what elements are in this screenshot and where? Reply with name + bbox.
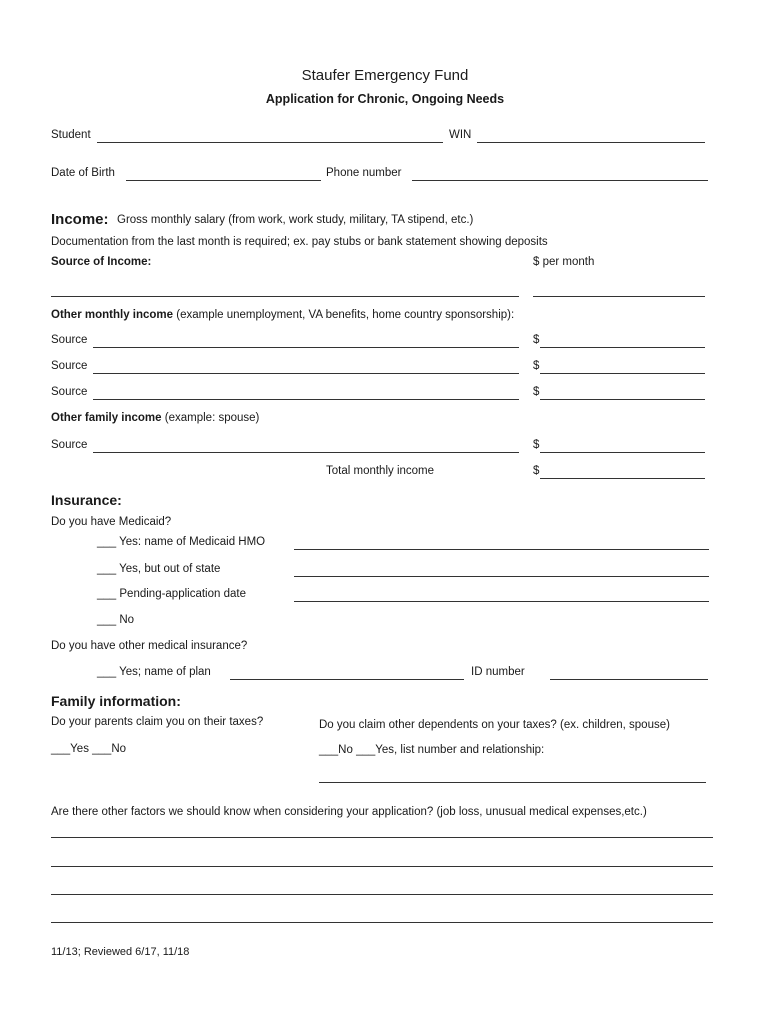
- dependents-options[interactable]: ___No ___Yes, list number and relationship:: [319, 744, 545, 756]
- medicaid-hmo-field[interactable]: [294, 549, 709, 550]
- other-factors-question: Are there other factors we should know when considering your application? (job loss, unusual medical expenses,etc.): [51, 806, 647, 818]
- dollar-sign-3: $: [533, 386, 540, 398]
- income-source-field[interactable]: [51, 296, 519, 297]
- other-insurance-question: Do you have other medical insurance?: [51, 640, 248, 652]
- other-monthly-income-row: [51, 309, 514, 321]
- phone-field[interactable]: [412, 180, 708, 181]
- other-amount-field-3[interactable]: [540, 399, 705, 400]
- dollar-sign-1: $: [533, 334, 540, 346]
- id-number-label: ID number: [471, 666, 525, 678]
- insurance-heading: Insurance:: [51, 492, 122, 508]
- source-label-1: Source: [51, 334, 88, 346]
- other-source-field-1[interactable]: [93, 347, 519, 348]
- dollar-sign-total: $: [533, 465, 540, 477]
- total-monthly-income-label: Total monthly income: [326, 465, 435, 477]
- dependents-relationship-field[interactable]: [319, 782, 706, 783]
- other-family-income-row: [51, 412, 259, 424]
- dob-field[interactable]: [126, 180, 321, 181]
- other-amount-field-1[interactable]: [540, 347, 705, 348]
- plan-name-field[interactable]: [230, 679, 464, 680]
- other-monthly-note: (example unemployment, VA benefits, home country sponsorship):: [176, 309, 515, 321]
- family-heading: Family information:: [51, 693, 181, 709]
- family-source-field[interactable]: [93, 452, 519, 453]
- dependents-question: Do you claim other dependents on your taxes? (ex. children, spouse): [319, 719, 670, 731]
- other-factors-line-4[interactable]: [51, 922, 713, 923]
- student-field[interactable]: [97, 142, 443, 143]
- total-amount-field[interactable]: [540, 478, 705, 479]
- medicaid-option-pending[interactable]: ___ Pending-application date: [97, 588, 246, 600]
- other-factors-line-3[interactable]: [51, 894, 713, 895]
- parents-options[interactable]: ___Yes ___No: [51, 743, 127, 755]
- documentation-note: Documentation from the last month is required; ex. pay stubs or bank statement showing deposits: [51, 236, 548, 248]
- dollar-sign-2: $: [533, 360, 540, 372]
- income-heading-note: Gross monthly salary (from work, work study, military, TA stipend, etc.): [117, 214, 474, 226]
- win-label: WIN: [449, 129, 472, 141]
- medicaid-application-date-field[interactable]: [294, 601, 709, 602]
- form-subtitle: Application for Chronic, Ongoing Needs: [265, 92, 505, 106]
- parents-question: Do your parents claim you on their taxes?: [51, 716, 264, 728]
- medicaid-option-out-of-state[interactable]: ___ Yes, but out of state: [97, 563, 221, 575]
- source-of-income-header: Source of Income:: [51, 256, 152, 268]
- family-amount-field[interactable]: [540, 452, 705, 453]
- source-label-4: Source: [51, 439, 88, 451]
- revision-note: 11/13; Reviewed 6/17, 11/18: [51, 946, 190, 958]
- source-label-2: Source: [51, 360, 88, 372]
- other-monthly-label: Other monthly income: [51, 309, 174, 321]
- phone-label: Phone number: [326, 167, 402, 179]
- dollar-sign-4: $: [533, 439, 540, 451]
- other-factors-line-1[interactable]: [51, 837, 713, 838]
- other-amount-field-2[interactable]: [540, 373, 705, 374]
- dob-label: Date of Birth: [51, 167, 115, 179]
- medicaid-question: Do you have Medicaid?: [51, 516, 172, 528]
- form-title: Staufer Emergency Fund: [301, 67, 469, 84]
- other-factors-line-2[interactable]: [51, 866, 713, 867]
- medicaid-option-yes-hmo[interactable]: ___ Yes: name of Medicaid HMO: [97, 536, 266, 548]
- win-field[interactable]: [477, 142, 705, 143]
- medicaid-option-no[interactable]: ___ No: [97, 614, 135, 626]
- income-amount-field[interactable]: [533, 296, 705, 297]
- other-family-note: (example: spouse): [164, 412, 260, 424]
- other-family-label: Other family income: [51, 412, 162, 424]
- id-number-field[interactable]: [550, 679, 708, 680]
- other-insurance-yes[interactable]: ___ Yes; name of plan: [97, 666, 211, 678]
- student-label: Student: [51, 129, 91, 141]
- other-source-field-2[interactable]: [93, 373, 519, 374]
- other-source-field-3[interactable]: [93, 399, 519, 400]
- per-month-header: $ per month: [533, 256, 595, 268]
- source-label-3: Source: [51, 386, 88, 398]
- income-heading: Income:: [51, 211, 109, 228]
- medicaid-state-field[interactable]: [294, 576, 709, 577]
